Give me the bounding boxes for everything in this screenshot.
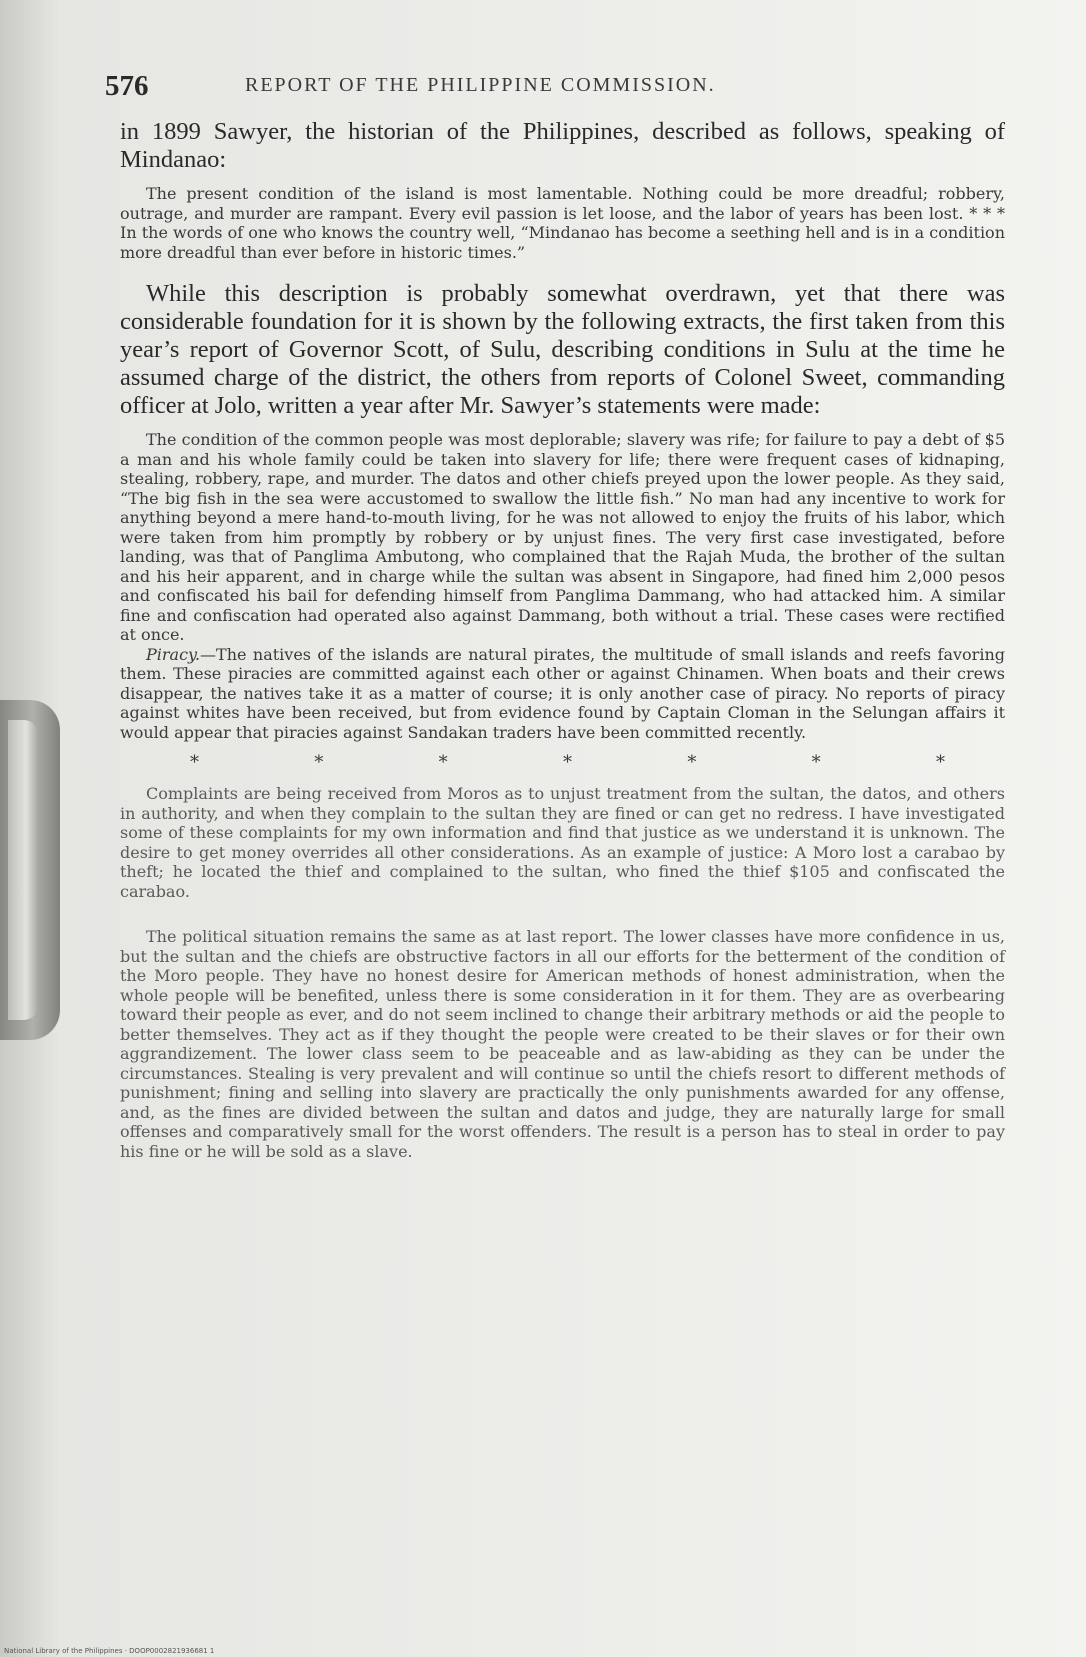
ellipsis-star: * bbox=[562, 752, 572, 773]
ellipsis-star: * bbox=[314, 752, 324, 773]
ellipsis-star: * bbox=[190, 752, 199, 773]
intro-paragraph: in 1899 Sawyer, the historian of the Philippines, described as follows, speaking of Mindanao: bbox=[120, 118, 1005, 173]
ellipsis-star: * bbox=[811, 752, 821, 773]
ellipsis-row bbox=[120, 752, 1005, 774]
body-text bbox=[120, 118, 1005, 1161]
running-head: REPORT OF THE PHILIPPINE COMMISSION. bbox=[245, 74, 716, 96]
transition-paragraph: While this description is probably somewhat overdrawn, yet that there was considerable foundation for it is shown by the following extracts, the first taken from this year’s report of Governor Scott, of Sulu, describing conditions in Sulu at the time he assumed charge of the district, the others from reports of Colonel Sweet, commanding officer at Jolo, written a year after Mr. Sawyer’s statements were made: bbox=[120, 280, 1005, 419]
quote-sweet-complaints: Complaints are being received from Moros as to unjust treatment from the sultan, the datos, and others in authority, and when they complain to the sultan they are fined or can get no redress. I have investigated some of these complaints for my own information and find that justice as we understand it is unknown. The desire to get money overrides all other considerations. As an example of justice: A Moro lost a carabao by theft; he located the thief and complained to the sultan, who fined the thief $105 and confiscated the carabao. bbox=[120, 784, 1005, 901]
quote-scott: The condition of the common people was most deplorable; slavery was rife; for failure to pay a debt of $5 a man and his whole family could be taken into slavery for life; there were frequent cases of kidnaping, stealing, robbery, rape, and murder. The datos and other chiefs preyed upon the lower people. As they said, “The big fish in the sea were accustomed to swallow the little fish.” No man had any incentive to work for anything beyond a mere hand-to-mouth living, for he was not allowed to enjoy the fruits of his labor, which were taken from him promptly by robbery or by unjust fines. The very first case investigated, before landing, was that of Panglima Ambutong, who complained that the Rajah Muda, the brother of the sultan and his heir apparent, and in charge while the sultan was absent in Singapore, had fined him 2,000 pesos and confiscated his bail for defending himself from Panglima Dammang, who had attacked him. A similar fine and confiscation had operated also against Dammang, both without a trial. These cases were rectified at once. bbox=[120, 430, 1005, 644]
piracy-heading: Piracy. bbox=[146, 644, 201, 664]
piracy-text: —The natives of the islands are natural pirates, the multitude of small islands and reefs favoring them. These piracies are committed against each other or against Chinamen. When boats and their crews disappear, the natives take it as a matter of course; it is only another case of piracy. No reports of piracy against whites have been received, but from evidence found by Captain Cloman in the Selungan affairs it would appear that piracies against Sandakan traders have been committed recently. bbox=[120, 644, 1005, 742]
ellipsis-star: * bbox=[438, 752, 448, 773]
page-header bbox=[105, 70, 985, 110]
quote-sawyer: The present condition of the island is most lamentable. Nothing could be more dreadful; robbery, outrage, and murder are rampant. Every evil passion is let loose, and the labor of years has been lost. * * * In the words of one who knows the country well, “Mindanao has become a seething hell and is in a condition more dreadful than ever before in historic times.” bbox=[120, 184, 1005, 262]
piracy-paragraph bbox=[120, 645, 1005, 743]
ellipsis-star: * bbox=[935, 752, 945, 773]
page-number: 576 bbox=[105, 70, 149, 102]
ellipsis-star: * bbox=[687, 752, 697, 773]
scan-credit: National Library of the Philippines · DOOP0002821936681 1 bbox=[4, 1647, 215, 1655]
quote-sweet-political: The political situation remains the same as at last report. The lower classes have more confidence in us, but the sultan and the chiefs are obstructive factors in all our efforts for the betterment of the condition of the Moro people. They have no honest desire for American methods of honest administration, when the whole people will be benefited, unless there is some consideration in it for them. They are as overbearing toward their people as ever, and do not seem inclined to change their arbitrary methods or aid the people to better themselves. They act as if they thought the people were created to be their slaves or for their own aggrandizement. The lower class seem to be peaceable and as law-abiding as they can be under the circumstances. Stealing is very prevalent and will continue so until the chiefs resort to different methods of punishment; fining and selling into slavery are practically the only punishments awarded for any offense, and, as the fines are divided between the sultan and datos and judge, they are naturally large for small offenses and comparatively small for the worst offenders. The result is a person has to steal in order to pay his fine or he will be sold as a slave. bbox=[120, 927, 1005, 1161]
binding-clip-highlight bbox=[8, 720, 38, 1020]
